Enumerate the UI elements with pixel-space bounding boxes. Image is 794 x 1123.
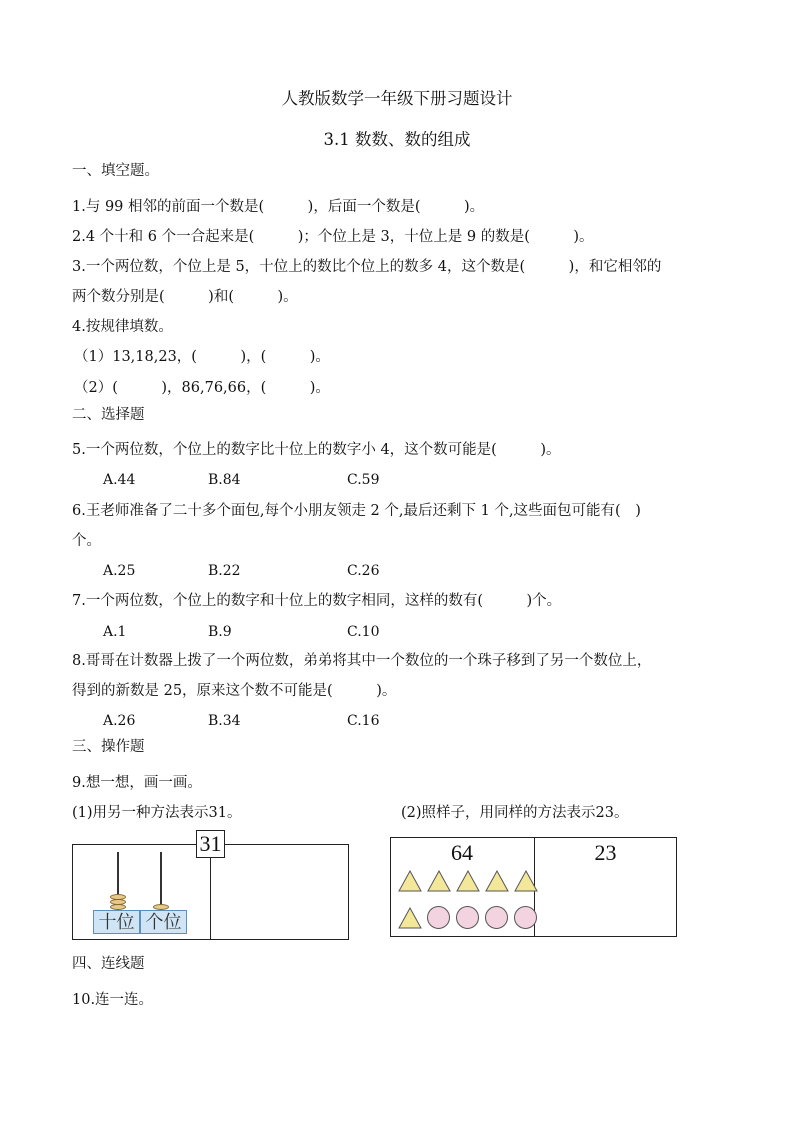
q6-option-b: B.22 [208,563,241,579]
triangle-shape [514,870,538,892]
abacus-ones-rod [160,852,162,912]
triangle-shape [427,870,451,892]
section1-heading: 一、填空题。 [72,163,159,179]
q7-option-b: B.9 [208,624,232,640]
q8-option-b: B.34 [208,713,241,729]
section3-heading: 三、操作题 [72,739,145,755]
circle-shape [485,906,508,929]
question-9-part1: (1)用另一种方法表示31。 [72,805,242,821]
question-8-line1: 8.哥哥在计数器上拨了一个两位数，弟弟将其中一个数位的一个珠子移到了另一个数位上， [72,653,652,669]
triangle-shape [398,907,422,929]
document-subtitle: 3.1 数数、数的组成 [323,130,471,149]
section4-heading: 四、连线题 [72,956,145,972]
q6-option-a: A.25 [103,563,136,579]
question-8-line2: 得到的新数是 25，原来这个数不可能是( )。 [72,683,397,699]
q8-option-c: C.16 [347,713,380,729]
q6-option-c: C.26 [347,563,380,579]
question-1: 1.与 99 相邻的前面一个数是( )，后面一个数是( )。 [72,199,485,215]
circle-shape [514,906,537,929]
question-4: 4.按规律填数。 [72,319,173,335]
abacus-tens-label: 十位 [93,910,140,934]
abacus-box-divider [210,844,211,940]
document-title: 人教版数学一年级下册习题设计 [281,89,513,108]
triangle-shape [456,870,480,892]
question-9: 9.想一想，画一画。 [72,775,202,791]
abacus-number: 31 [199,831,222,856]
question-9-part2: (2)照样子，用同样的方法表示23。 [401,805,629,821]
question-2: 2.4 个十和 6 个一合起来是( )；个位上是 3，十位上是 9 的数是( )。 [72,229,594,245]
circle-shape [427,906,450,929]
question-6-line1: 6.王老师准备了二十多个面包,每个小朋友领走 2 个,最后还剩下 1 个,这些面包可能有( ) [72,503,641,519]
q5-option-b: B.84 [208,472,241,488]
question-3-line1: 3.一个两位数，个位上是 5，十位上的数比个位上的数多 4，这个数是( )，和它相邻的 [72,259,662,275]
q5-option-a: A.44 [103,472,136,488]
question-3-line2: 两个数分别是( )和( )。 [72,289,298,305]
question-4-part1: （1）13,18,23，( )，( )。 [74,349,330,365]
q7-option-a: A.1 [103,624,127,640]
target-number: 23 [594,840,617,865]
triangle-shape [485,870,509,892]
triangle-shape [398,870,422,892]
section2-heading: 二、选择题 [72,407,145,423]
question-6-line2: 个。 [72,533,101,549]
question-5: 5.一个两位数，个位上的数字比十位上的数字小 4，这个数可能是( )。 [72,442,561,458]
circle-shape [456,906,479,929]
question-4-part2: （2）( )，86,76,66，( )。 [74,380,330,396]
question-10: 10.连一连。 [72,992,154,1008]
q7-option-c: C.10 [347,624,380,640]
question-7: 7.一个两位数，个位上的数字和十位上的数字相同，这样的数有( )个。 [72,593,562,609]
abacus-ones-label: 个位 [140,910,187,934]
q8-option-a: A.26 [103,713,136,729]
example-number: 64 [451,840,473,865]
q5-option-c: C.59 [347,472,380,488]
